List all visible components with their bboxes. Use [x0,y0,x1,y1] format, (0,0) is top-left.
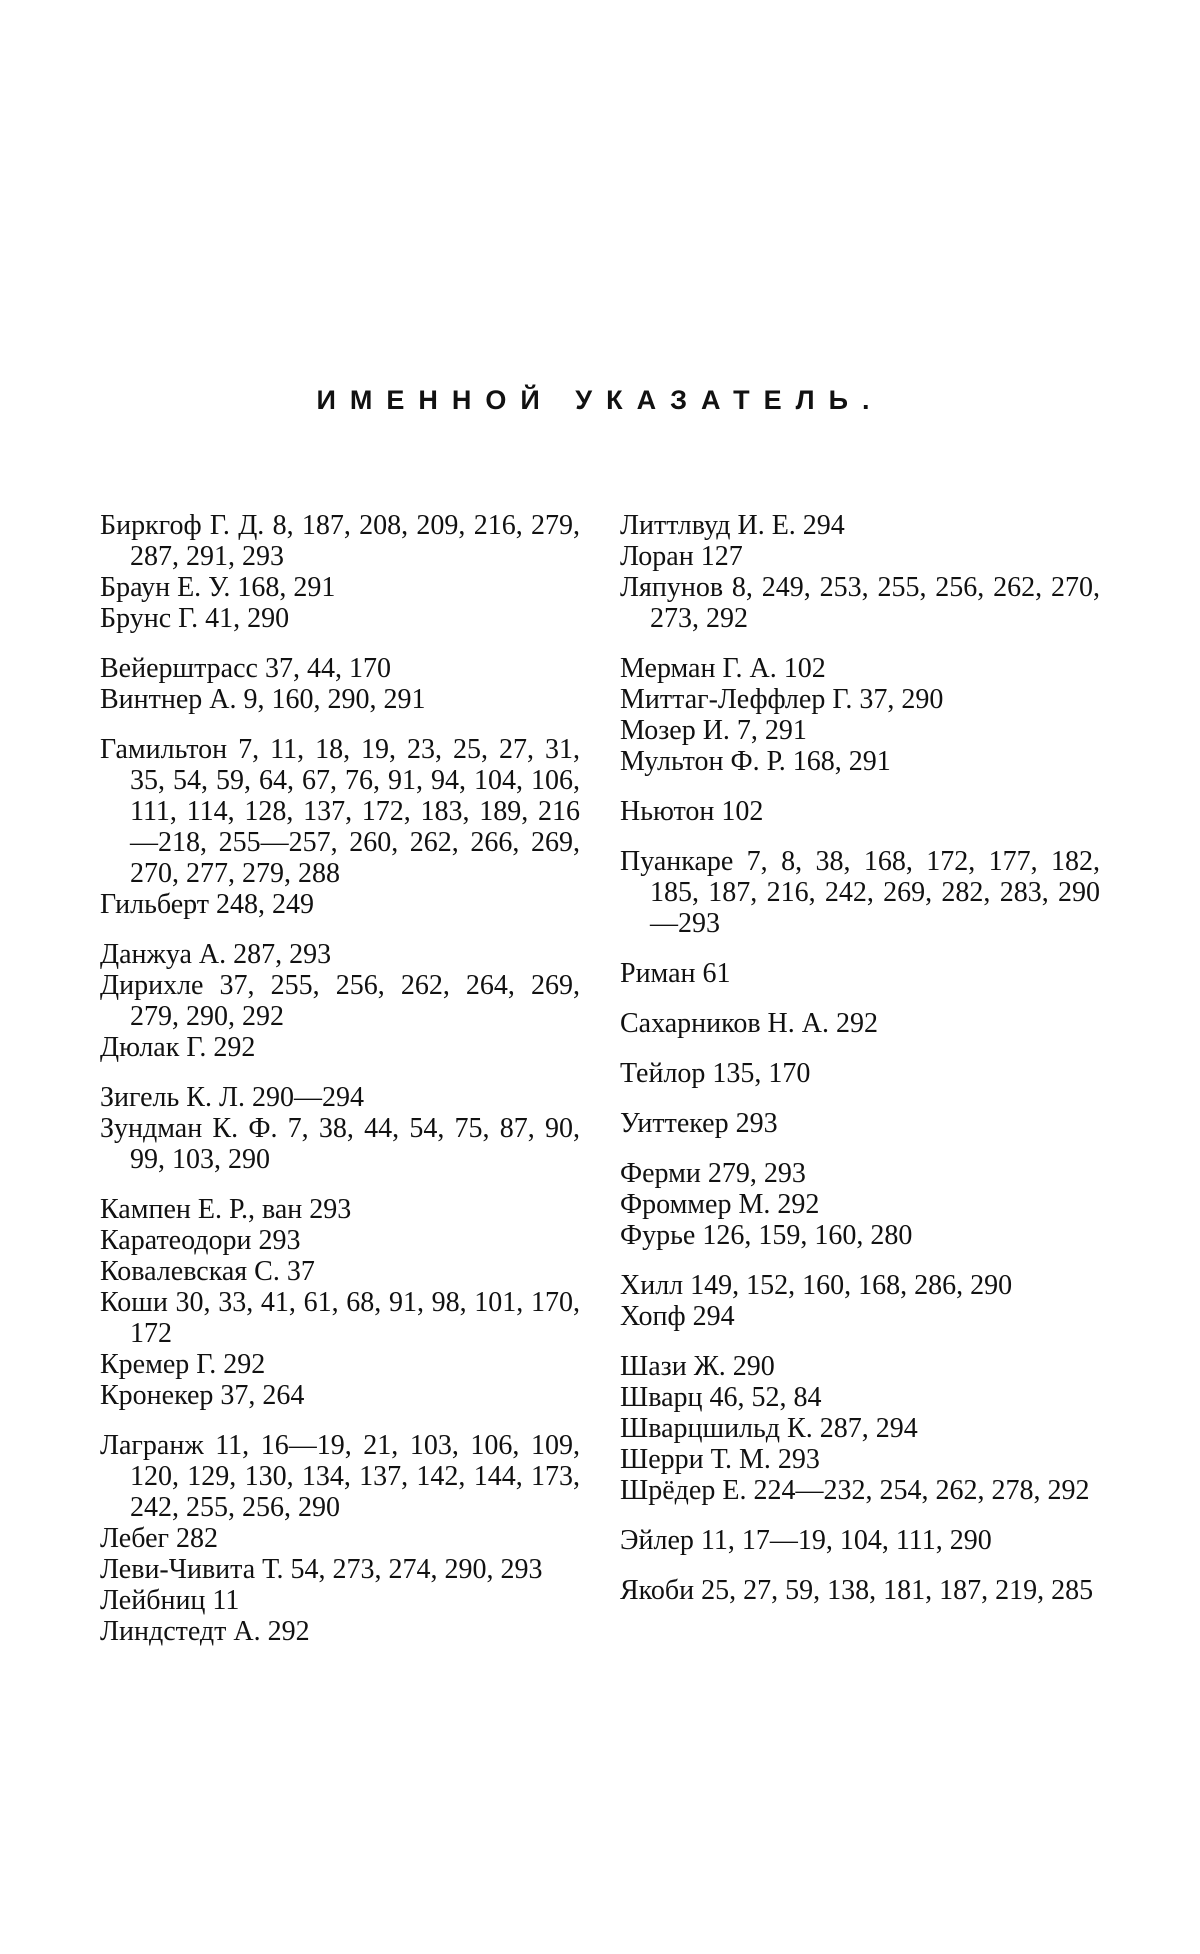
index-letter-group [100,1430,580,1647]
index-entry: Шерри Т. М. 293 [620,1444,820,1475]
index-letter-group [620,1575,1100,1606]
index-letter-group [100,734,580,920]
index-letter-group [620,510,1100,634]
index-entry: Уиттекер 293 [620,1108,778,1139]
index-entry: Риман 61 [620,958,731,989]
index-letter-group [620,1108,1100,1139]
index-entry: Кампен Е. Р., ван 293 [100,1194,352,1225]
index-entry: Мерман Г. А. 102 [620,653,826,684]
index-entry: Мультон Ф. Р. 168, 291 [620,746,891,777]
index-letter-group [620,1058,1100,1089]
index-entry: Каратеодори 293 [100,1225,301,1256]
index-entry: Фроммер М. 292 [620,1189,820,1220]
index-entry: Тейлор 135, 170 [620,1058,811,1089]
index-entry: Сахарников Н. А. 292 [620,1008,878,1039]
index-entry: Дирихле 37, 255, 256, 262, 264, 269, 279, 290, 292 [100,970,580,1032]
index-entry: Пуанкаре 7, 8, 38, 168, 172, 177, 182, 185, 187, 216, 242, 269, 282, 283, 290—293 [620,846,1100,939]
index-letter-group [620,653,1100,777]
index-letter-group [620,846,1100,939]
index-entry: Ньютон 102 [620,796,764,827]
index-entry: Данжуа А. 287, 293 [100,939,332,970]
index-entry: Шази Ж. 290 [620,1351,775,1382]
index-entry: Брунс Г. 41, 290 [100,603,290,634]
index-letter-group [620,1158,1100,1251]
index-entry: Шварц 46, 52, 84 [620,1382,822,1413]
index-entry: Миттаг-Леффлер Г. 37, 290 [620,684,944,715]
index-letter-group [620,1270,1100,1332]
index-letter-group [620,958,1100,989]
index-entry: Якоби 25, 27, 59, 138, 181, 187, 219, 285 [620,1575,1094,1606]
index-entry: Хопф 294 [620,1301,735,1332]
index-letter-group [620,1351,1100,1506]
index-entry: Леви-Чивита Т. 54, 273, 274, 290, 293 [100,1554,543,1585]
index-entry: Мозер И. 7, 291 [620,715,807,746]
index-entry: Винтнер А. 9, 160, 290, 291 [100,684,426,715]
index-letter-group [620,796,1100,827]
index-letter-group [620,1008,1100,1039]
index-entry: Лагранж 11, 16—19, 21, 103, 106, 109, 120, 129, 130, 134, 137, 142, 144, 173, 242, 255, 256, 290 [100,1430,580,1523]
left-column [100,510,580,1666]
index-entry: Литтлвуд И. Е. 294 [620,510,845,541]
index-entry: Шварцшильд К. 287, 294 [620,1413,918,1444]
index-letter-group [100,1194,580,1411]
page-title: ИМЕННОЙ УКАЗАТЕЛЬ. [316,385,884,415]
index-entry: Зигель К. Л. 290—294 [100,1082,364,1113]
index-entry: Лебег 282 [100,1523,219,1554]
index-entry: Гамильтон 7, 11, 18, 19, 23, 25, 27, 31, 35, 54, 59, 64, 67, 76, 91, 94, 104, 106, 111, 114, 128, 137, 172, 183, 189, 216—218, 255—257, 260, 262, 266, 269, 270, 277, 279, 288 [100,734,580,889]
right-column [620,510,1100,1625]
index-entry: Браун Е. У. 168, 291 [100,572,336,603]
index-entry: Ляпунов 8, 249, 253, 255, 256, 262, 270, 273, 292 [620,572,1100,634]
index-entry: Лоран 127 [620,541,743,572]
index-entry: Линдстедт А. 292 [100,1616,310,1647]
index-letter-group [620,1525,1100,1556]
index-letter-group [100,510,580,634]
index-entry: Биркгоф Г. Д. 8, 187, 208, 209, 216, 279, 287, 291, 293 [100,510,580,572]
index-entry: Шрёдер Е. 224—232, 254, 262, 278, 292 [620,1475,1090,1506]
index-entry: Кремер Г. 292 [100,1349,266,1380]
index-letter-group [100,653,580,715]
index-entry: Ковалевская С. 37 [100,1256,315,1287]
index-entry: Лейбниц 11 [100,1585,240,1616]
index-entry: Фурье 126, 159, 160, 280 [620,1220,913,1251]
index-entry: Дюлак Г. 292 [100,1032,256,1063]
index-letter-group [100,939,580,1063]
index-entry: Ферми 279, 293 [620,1158,806,1189]
index-entry: Хилл 149, 152, 160, 168, 286, 290 [620,1270,1013,1301]
index-entry: Кронекер 37, 264 [100,1380,305,1411]
index-letter-group [100,1082,580,1175]
index-entry: Гильберт 248, 249 [100,889,315,920]
index-entry: Эйлер 11, 17—19, 104, 111, 290 [620,1525,992,1556]
index-entry: Вейерштрасс 37, 44, 170 [100,653,391,684]
index-entry: Коши 30, 33, 41, 61, 68, 91, 98, 101, 170, 172 [100,1287,580,1349]
index-entry: Зундман К. Ф. 7, 38, 44, 54, 75, 87, 90, 99, 103, 290 [100,1113,580,1175]
